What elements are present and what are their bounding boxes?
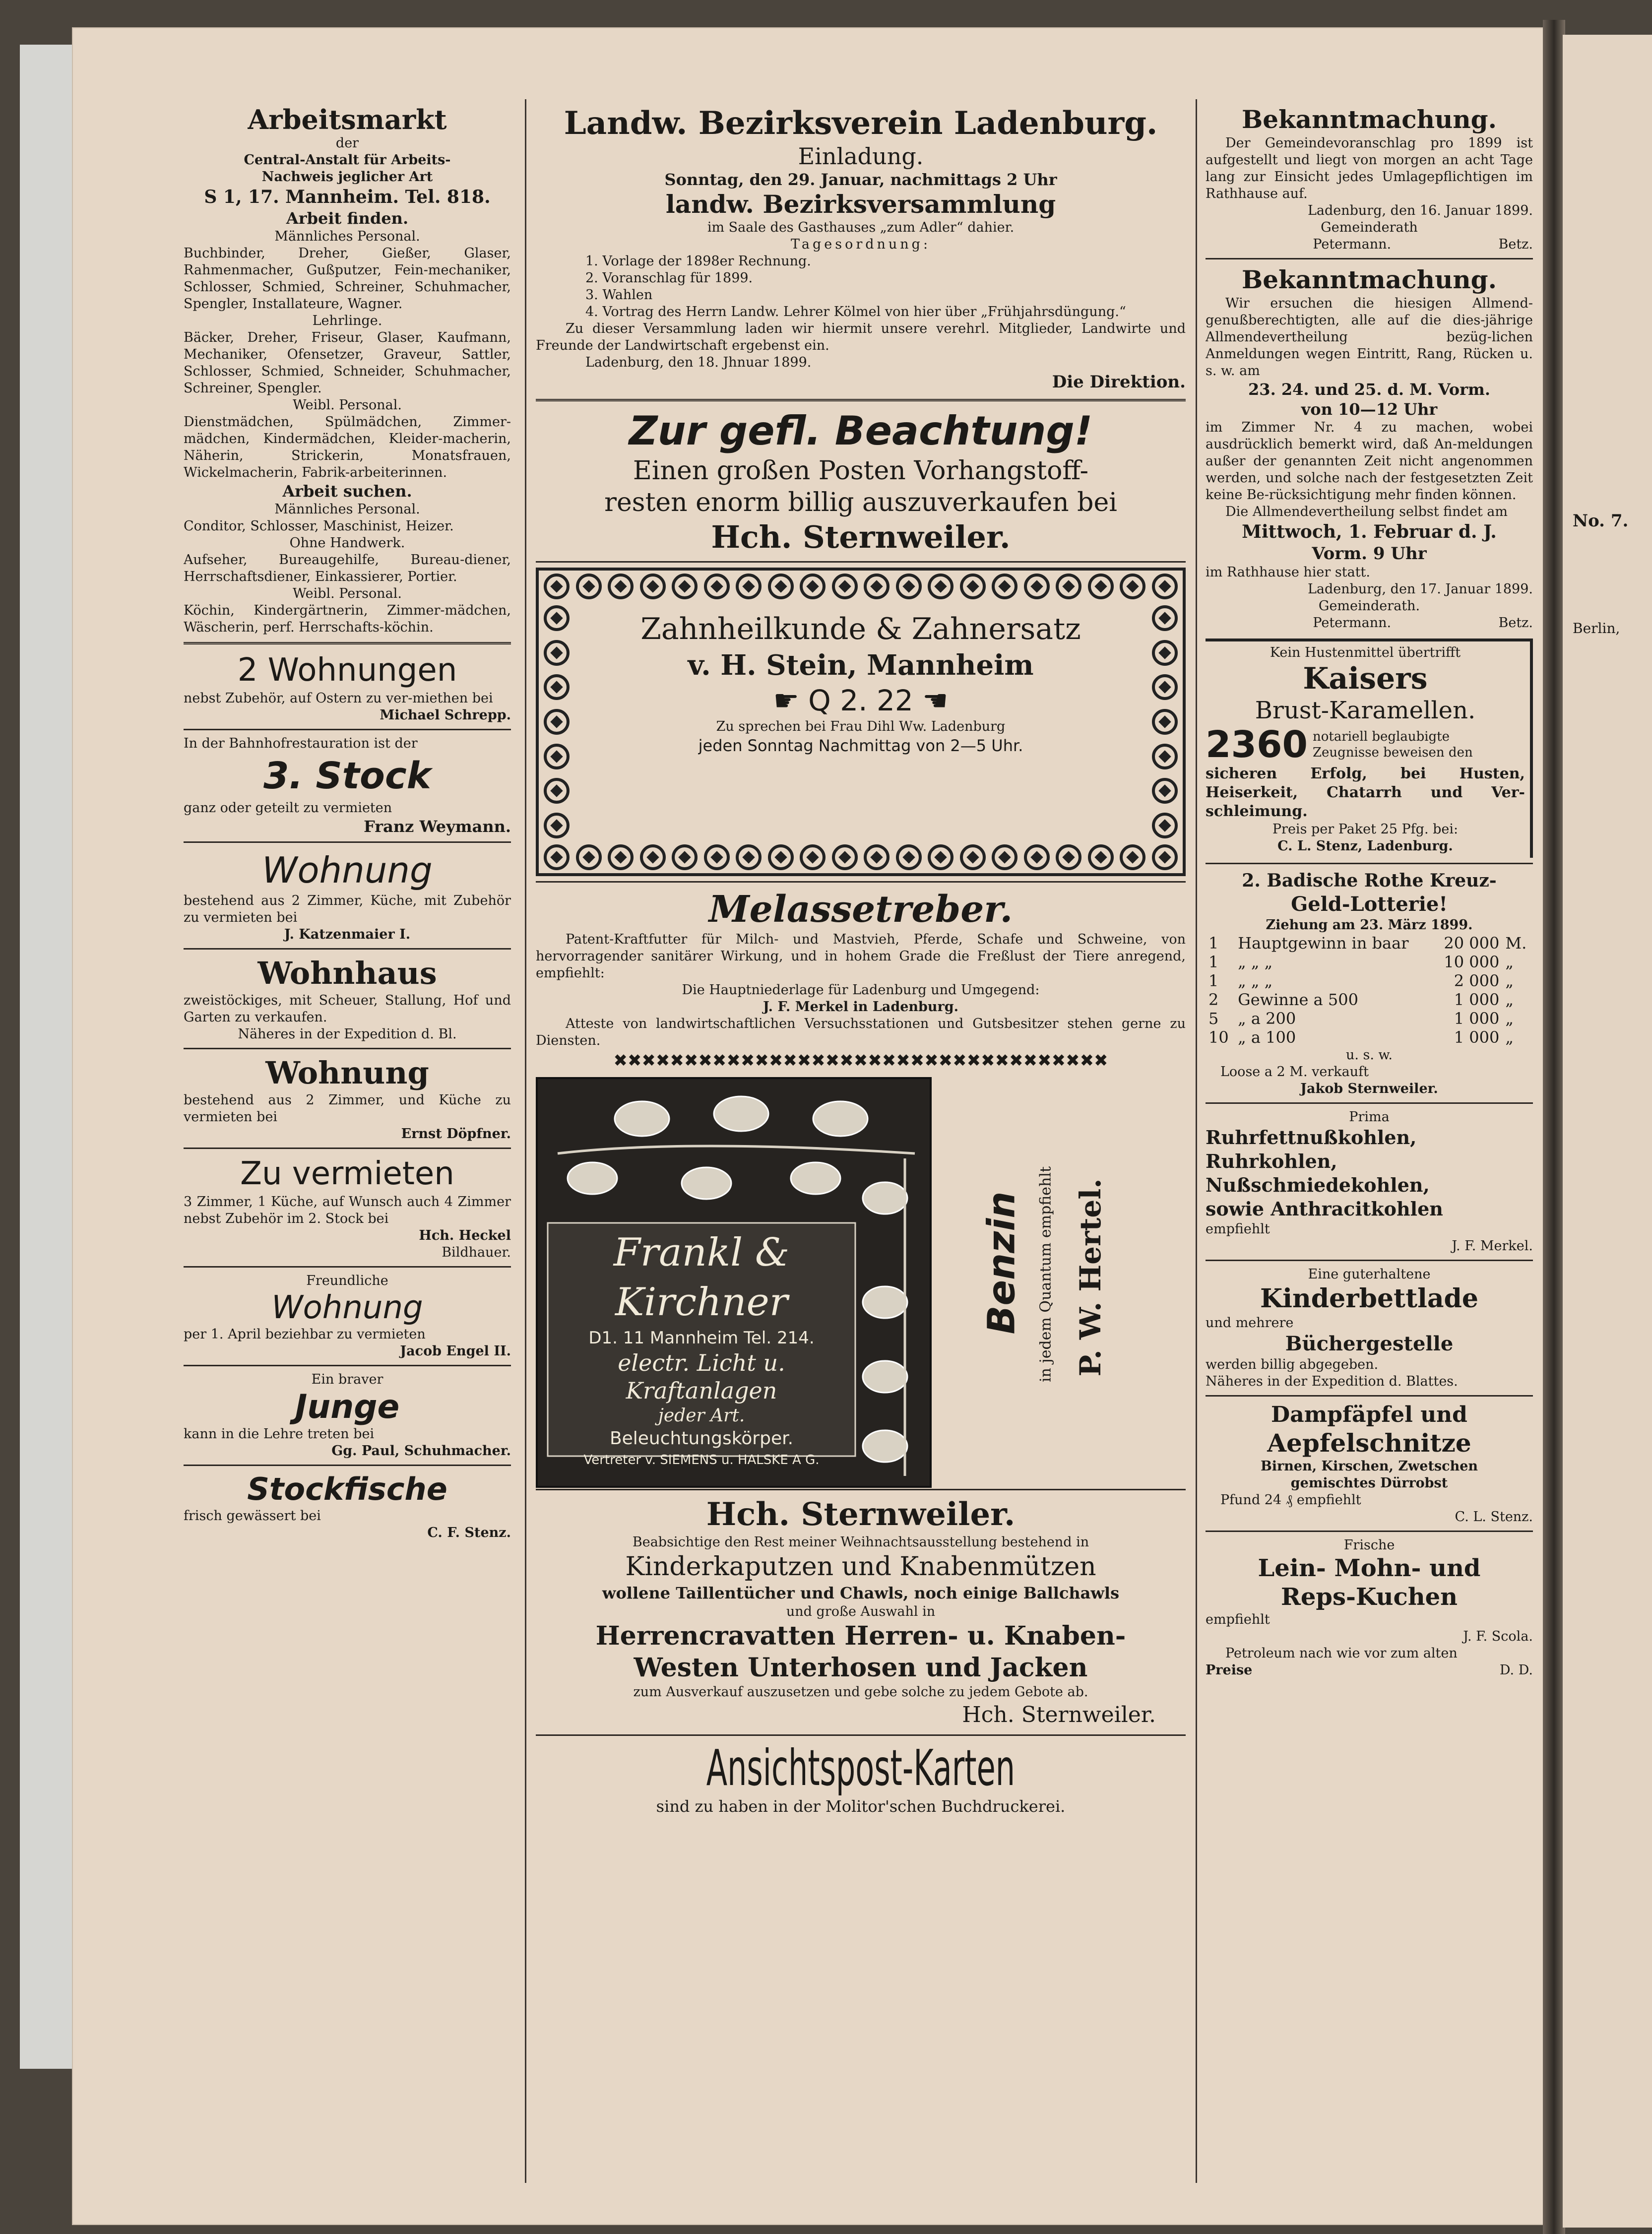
beachtung-text: Einen großen Posten Vorhangstoff- bbox=[633, 456, 1089, 486]
divider bbox=[1206, 863, 1533, 864]
lotterie-name: Jakob Sternweiler. bbox=[1300, 1081, 1438, 1096]
ornament-ring-icon bbox=[704, 844, 730, 870]
lotterie-label: „ a 100 bbox=[1238, 1028, 1296, 1047]
ad-title: Wohnhaus bbox=[257, 955, 437, 991]
bekanntmachung-text: im Zimmer Nr. 4 zu machen, wobei ausdrücklich bemerkt wird, daß An-meldungen außer der genannten Zeit nicht angenommen werden, und solche nach der festgesetzten Zeit keine Be-rücksichtigung mehr finden können. bbox=[1206, 420, 1533, 503]
lotterie-title: 2. Badische Rothe Kreuz- bbox=[1242, 870, 1497, 891]
einladung: Einladung. bbox=[798, 143, 924, 170]
lotterie-row bbox=[1206, 990, 1533, 1009]
benzin-title: Benzin bbox=[979, 1191, 1023, 1335]
frankl-text-line: electr. Licht u. Kraftanlagen bbox=[618, 1349, 785, 1404]
aepfel-text: gemischtes Dürrobst bbox=[1290, 1475, 1448, 1491]
divider bbox=[184, 642, 511, 644]
ornament-ring-icon bbox=[640, 574, 666, 599]
ornament-ring-icon bbox=[544, 813, 570, 838]
ornament-ring-icon bbox=[832, 844, 858, 870]
lotterie-unit: „ bbox=[1505, 1028, 1514, 1047]
ad-text: per 1. April beziehbar zu vermieten bbox=[184, 1327, 426, 1342]
lotterie-label: „ „ „ bbox=[1238, 953, 1273, 971]
agenda-item: 2. Voranschlag für 1899. bbox=[585, 270, 753, 286]
bekanntmachung-text: Die Allmendevertheilung selbst findet am bbox=[1225, 504, 1508, 519]
petroleum-text: Preise bbox=[1206, 1662, 1253, 1678]
kinder-text: werden billig abgegeben. bbox=[1206, 1357, 1379, 1372]
lein-text: Frische bbox=[1343, 1537, 1395, 1553]
kohlen-line: Ruhrkohlen, bbox=[1206, 1150, 1337, 1172]
lein-name: J. F. Scola. bbox=[1463, 1629, 1533, 1644]
kinder-title: Büchergestelle bbox=[1285, 1332, 1454, 1355]
zahn-address: Q 2. 22 bbox=[808, 684, 913, 717]
verein-text: Zu dieser Versammlung laden wir hiermit unsere verehrl. Mitglieder, Landwirte und Freunde der Landwirtschaft ergebenst ein. bbox=[536, 321, 1186, 353]
ornament-ring-icon bbox=[1024, 844, 1050, 870]
ad-title: Junge bbox=[295, 1388, 400, 1426]
lotterie-title: Geld-Lotterie! bbox=[1291, 893, 1448, 916]
sub-heading: Weibl. Personal. bbox=[293, 397, 402, 413]
column-right bbox=[1206, 104, 1533, 2188]
agenda-item: 3. Wahlen bbox=[585, 287, 653, 303]
divider bbox=[536, 1734, 1186, 1736]
ad-text: nebst Zubehör, auf Ostern zu ver-miethen bei bbox=[184, 691, 493, 706]
aepfel-name: C. L. Stenz. bbox=[1455, 1509, 1533, 1525]
kohlen-line: Ruhrfettnußkohlen, bbox=[1206, 1126, 1417, 1149]
ornament-row bbox=[539, 841, 1183, 873]
lein-title: Reps-Kuchen bbox=[1280, 1583, 1458, 1611]
sternweiler-sign: Hch. Sternweiler. bbox=[962, 1702, 1156, 1727]
kohlen-line: Nußschmiedekohlen, bbox=[1206, 1174, 1430, 1196]
job-list: Conditor, Schlosser, Maschinist, Heizer. bbox=[184, 518, 454, 534]
lotterie-text: u. s. w. bbox=[1345, 1047, 1393, 1063]
divider bbox=[1206, 1531, 1533, 1532]
ornament-ring-icon bbox=[800, 574, 826, 599]
ornament-ring-icon bbox=[1152, 640, 1178, 666]
lotterie-count: 1 bbox=[1208, 934, 1219, 953]
ornament-column bbox=[544, 605, 570, 838]
divider bbox=[184, 729, 511, 730]
frankl-benzin-row bbox=[536, 1077, 1186, 1484]
petroleum-text: Petroleum nach wie vor zum alten bbox=[1225, 1646, 1458, 1661]
arbeitsmarkt-title: Arbeitsmarkt bbox=[248, 104, 447, 135]
ad-name: J. Katzenmaier I. bbox=[284, 927, 411, 942]
divider bbox=[536, 881, 1186, 883]
next-page-snippet: Berlin, bbox=[1573, 620, 1620, 637]
ornament-ring-icon bbox=[1152, 605, 1178, 631]
job-list: Köchin, Kindergärtnerin, Zimmer-mädchen, Wäscherin, perf. Herrschafts-köchin. bbox=[184, 603, 511, 635]
divider bbox=[184, 841, 511, 843]
lotterie-count: 2 bbox=[1208, 990, 1219, 1009]
ad-title: Wohnung bbox=[271, 1289, 423, 1326]
arbeitsmarkt-ad bbox=[184, 104, 511, 245]
job-list: Bäcker, Dreher, Friseur, Glaser, Kaufmann, Mechaniker, Ofensetzer, Graveur, Sattler, Schlosser, Schmied, Schneider, Schuhmacher, Schreiner, Spengler. bbox=[184, 330, 511, 396]
ad-name: Hch. Heckel bbox=[419, 1228, 511, 1243]
lotterie-unit: „ bbox=[1505, 953, 1514, 971]
agenda-list bbox=[536, 253, 1186, 320]
ornament-ring-icon bbox=[544, 744, 570, 769]
lotterie-amount: 1 000 bbox=[1454, 990, 1500, 1009]
kaisers-title: Kaisers bbox=[1303, 661, 1428, 696]
sub-heading: Männliches Personal. bbox=[274, 229, 420, 244]
ornament-ring-icon bbox=[864, 574, 890, 599]
verein-date: Sonntag, den 29. Januar, nachmittags 2 Uhr bbox=[664, 170, 1057, 189]
arbeitsmarkt-sub: Central-Anstalt für Arbeits- bbox=[244, 152, 451, 168]
ornament-ring-icon bbox=[544, 574, 570, 599]
lotterie-amount: 2 000 bbox=[1454, 971, 1500, 990]
zahn-address-line bbox=[583, 683, 1138, 718]
ad-text: bestehend aus 2 Zimmer, Küche, mit Zubehör zu vermieten bei bbox=[184, 893, 511, 925]
signature: Betz. bbox=[1498, 615, 1533, 631]
ad-title: Stockfische bbox=[247, 1471, 447, 1507]
column-middle bbox=[536, 104, 1186, 2188]
ornament-ring-icon bbox=[960, 844, 986, 870]
lotterie-label: Gewinne a 500 bbox=[1238, 990, 1358, 1009]
book-gutter bbox=[1543, 20, 1565, 2234]
kohlen-line: sowie Anthracitkohlen bbox=[1206, 1198, 1443, 1220]
ad-title: Wohnung bbox=[262, 849, 433, 891]
ornament-ring-icon bbox=[1024, 574, 1050, 599]
kaisers-number-text bbox=[1313, 729, 1473, 761]
ad-text: Näheres in der Expedition d. Bl. bbox=[238, 1026, 457, 1042]
lotterie-count: 1 bbox=[1208, 971, 1219, 990]
lotterie-row bbox=[1206, 1028, 1533, 1047]
sternweiler-text: Herrencravatten Herren- u. Knaben- bbox=[595, 1621, 1126, 1651]
divider bbox=[184, 1465, 511, 1466]
hand-right-icon: ☛ bbox=[773, 684, 799, 717]
ornament-ring-icon bbox=[704, 574, 730, 599]
kaisers-text: sicheren Erfolg, bei Husten, Heiserkeit, Chatarrh und Ver-schleimung. bbox=[1206, 765, 1525, 820]
ornament-ring-icon bbox=[1152, 744, 1178, 769]
lotterie-row bbox=[1206, 934, 1533, 953]
ornament-ring-icon bbox=[896, 844, 922, 870]
signature: Betz. bbox=[1498, 237, 1533, 252]
sternweiler-title: Hch. Sternweiler. bbox=[706, 1496, 1016, 1533]
zahn-text: jeden Sonntag Nachmittag von 2—5 Uhr. bbox=[698, 736, 1023, 755]
kaisers-number: 2360 bbox=[1206, 723, 1308, 766]
bekanntmachung-text: Wir ersuchen die hiesigen Allmend-genußberechtigten, alle auf die dies-jährige Allmendevertheilung bezüg-lichen Anmeldungen wegen Eintritt, Rang, Rücken u. s. w. am bbox=[1206, 296, 1533, 379]
arbeitsmarkt-sub: Nachweis jeglicher Art bbox=[261, 169, 433, 185]
ad-text: Bildhauer. bbox=[442, 1245, 511, 1260]
ornament-ring-icon bbox=[992, 574, 1017, 599]
frankl-title: Frankl & Kirchner bbox=[613, 1230, 790, 1325]
job-list: Buchbinder, Dreher, Gießer, Glaser, Rahmenmacher, Gußputzer, Fein-mechaniker, Schlosser, Schmied, Schreiner, Schuhmacher, Spengler, Installateure, Wagner. bbox=[184, 246, 511, 312]
bekanntmachung-title: Bekanntmachung. bbox=[1241, 265, 1497, 294]
bekanntmachung-text: im Rathhause hier statt. bbox=[1206, 565, 1370, 580]
lotterie-unit: „ bbox=[1505, 971, 1514, 990]
ad-text: zweistöckiges, mit Scheuer, Stallung, Hof und Garten zu verkaufen. bbox=[184, 993, 511, 1025]
bekanntmachung-text: Der Gemeindevoranschlag pro 1899 ist aufgestellt und liegt von morgen an acht Tage lang zur Einsicht jedes Umlagepflichtigen im Rathhause auf. bbox=[1206, 135, 1533, 201]
section-heading: Arbeit suchen. bbox=[282, 482, 412, 501]
kaisers-subtitle: Brust-Karamellen. bbox=[1255, 697, 1476, 724]
verein-date-line: Ladenburg, den 18. Jhnuar 1899. bbox=[585, 355, 812, 370]
petroleum-sign: D. D. bbox=[1499, 1662, 1533, 1678]
ornament-ring-icon bbox=[992, 844, 1017, 870]
agenda-item: 4. Vortrag des Herrn Landw. Lehrer Kölmel von hier über „Frühjahrsdüngung.“ bbox=[585, 304, 1126, 319]
column-rule-1 bbox=[525, 99, 526, 2183]
lotterie-count: 1 bbox=[1208, 953, 1219, 971]
ornament-ring-icon bbox=[928, 574, 953, 599]
bekanntmachung-text: 23. 24. und 25. d. M. Vorm. bbox=[1248, 380, 1490, 399]
arbeitsmarkt-address: S 1, 17. Mannheim. Tel. 818. bbox=[204, 187, 491, 207]
ornament-ring-icon bbox=[544, 640, 570, 666]
benzin-name: P. W. Hertel. bbox=[1074, 1178, 1107, 1377]
signature-row bbox=[1206, 236, 1533, 253]
lotterie-date: Ziehung am 23. März 1899. bbox=[1266, 917, 1473, 933]
sternweiler-text: Kinderkaputzen und Knabenmützen bbox=[625, 1552, 1096, 1582]
ornament-ring-icon bbox=[1056, 574, 1081, 599]
ornament-row bbox=[539, 571, 1183, 602]
melasse-name: J. F. Merkel in Ladenburg. bbox=[762, 999, 959, 1015]
verein-title: Landw. Bezirksverein Ladenburg. bbox=[564, 105, 1158, 142]
signature: Petermann. bbox=[1313, 615, 1392, 631]
ornament-ring-icon bbox=[832, 574, 858, 599]
sternweiler-text: zum Ausverkauf auszusetzen und gebe solche zu jedem Gebote ab. bbox=[633, 1684, 1088, 1700]
ornament-ring-icon bbox=[608, 574, 634, 599]
bekanntmachung-date: Ladenburg, den 16. Januar 1899. bbox=[1307, 203, 1533, 218]
ad-text: In der Bahnhofrestauration ist der bbox=[184, 736, 418, 751]
sub-heading: Weibl. Personal. bbox=[293, 586, 402, 601]
lotterie-amount: 1 000 bbox=[1454, 1009, 1500, 1028]
kinder-title: Kinderbettlade bbox=[1260, 1283, 1478, 1314]
ad-title: 2 Wohnungen bbox=[237, 652, 457, 689]
ornament-ring-icon bbox=[960, 574, 986, 599]
ornament-ring-icon bbox=[1056, 844, 1081, 870]
bekanntmachung-text: Gemeinderath bbox=[1321, 220, 1418, 235]
signature-row bbox=[1206, 615, 1533, 632]
ornament-ring-icon bbox=[608, 844, 634, 870]
lein-text: empfiehlt bbox=[1206, 1612, 1270, 1627]
ornament-ring-icon bbox=[544, 844, 570, 870]
lotterie-label: „ a 200 bbox=[1238, 1009, 1296, 1028]
aepfel-text: Birnen, Kirschen, Zwetschen bbox=[1260, 1459, 1478, 1474]
divider bbox=[1206, 1102, 1533, 1104]
bekanntmachung-title: Bekanntmachung. bbox=[1241, 105, 1497, 134]
frankl-text bbox=[553, 1228, 850, 1470]
beachtung-title: Zur gefl. Beachtung! bbox=[629, 408, 1093, 454]
melasse-text: Patent-Kraftfutter für Milch- und Mastvieh, Pferde, Schafe und Schweine, von hervorragender sanitärer Wirkung, und in hohem Grade die Freßlust der Tiere anregend, empfiehlt: bbox=[536, 932, 1186, 981]
beachtung-text: resten enorm billig auszuverkaufen bei bbox=[604, 488, 1117, 517]
kaisers-number-row bbox=[1206, 725, 1525, 765]
lotterie-count: 5 bbox=[1208, 1009, 1219, 1028]
sternweiler-text: wollene Taillentücher und Chawls, noch einige Ballchawls bbox=[602, 1584, 1120, 1602]
lotterie-unit: „ bbox=[1505, 1009, 1514, 1028]
divider bbox=[1206, 1260, 1533, 1261]
divider bbox=[536, 399, 1186, 401]
aepfel-price: Pfund 24 ₰ empfiehlt bbox=[1220, 1492, 1361, 1508]
ornament-column bbox=[1152, 605, 1178, 838]
ansicht-text: sind zu haben in der Molitor'schen Buchdruckerei. bbox=[656, 1797, 1066, 1816]
divider bbox=[184, 1266, 511, 1268]
aepfel-title: Aepfelschnitze bbox=[1267, 1428, 1471, 1458]
ad-text: Ein braver bbox=[311, 1372, 383, 1387]
job-list: Aufseher, Bureaugehilfe, Bureau-diener, Herrschaftsdiener, Einkassierer, Portier. bbox=[184, 552, 511, 584]
bekanntmachung-text: Gemeinderath. bbox=[1318, 598, 1420, 614]
ansicht-title-wrap bbox=[536, 1741, 1186, 1795]
column-rule-2 bbox=[1196, 99, 1197, 2183]
ansicht-title: Ansichtspost-Karten bbox=[706, 1741, 1016, 1795]
bekanntmachung-date: Ladenburg, den 17. Januar 1899. bbox=[1307, 581, 1533, 597]
zahn-content bbox=[583, 610, 1138, 756]
verein-event: landw. Bezirksversammlung bbox=[665, 190, 1056, 219]
bekanntmachung-text: Mittwoch, 1. Februar d. J. bbox=[1242, 521, 1497, 542]
ornament-ring-icon bbox=[736, 574, 762, 599]
ornament-ring-icon bbox=[640, 844, 666, 870]
kaisers-price: Preis per Paket 25 Pfg. bei: bbox=[1272, 822, 1459, 837]
kinder-text: Eine guterhaltene bbox=[1308, 1267, 1431, 1282]
lotterie-unit: „ bbox=[1505, 990, 1514, 1009]
frankl-text-line: Vertreter v. SIEMENS u. HALSKE A G. bbox=[583, 1453, 820, 1468]
ornament-ring-icon bbox=[544, 674, 570, 700]
lotterie-row bbox=[1206, 953, 1533, 971]
frankl-text-line: Beleuchtungskörper. bbox=[609, 1428, 794, 1449]
ad-text: kann in die Lehre treten bei bbox=[184, 1426, 375, 1442]
arbeitsmarkt-sub: der bbox=[335, 135, 359, 151]
melasse-title: Melassetreber. bbox=[708, 888, 1013, 931]
ad-name: Michael Schrepp. bbox=[380, 707, 511, 723]
frankl-text-line: jeder Art. bbox=[658, 1405, 745, 1426]
sternweiler-text: Beabsichtige den Rest meiner Weihnachtsausstellung bestehend in bbox=[632, 1534, 1089, 1550]
lein-title: Lein- Mohn- und bbox=[1258, 1554, 1481, 1582]
lotterie-table bbox=[1206, 934, 1533, 1047]
ornament-ring-icon bbox=[1120, 574, 1145, 599]
ornament-ring-icon bbox=[800, 844, 826, 870]
ornament-ring-icon bbox=[928, 844, 953, 870]
divider bbox=[536, 1489, 1186, 1490]
ad-text: Freundliche bbox=[306, 1273, 388, 1288]
verein-place: im Saale des Gasthauses „zum Adler“ dahier. bbox=[707, 220, 1015, 235]
kohlen-text: empfiehlt bbox=[1206, 1221, 1270, 1237]
zahn-text: Zu sprechen bei Frau Dihl Ww. Ladenburg bbox=[716, 719, 1006, 734]
ornament-ring-icon bbox=[768, 844, 794, 870]
kaisers-ad bbox=[1206, 638, 1533, 858]
ad-name: C. F. Stenz. bbox=[427, 1525, 511, 1540]
frankl-address: D1. 11 Mannheim Tel. 214. bbox=[588, 1328, 815, 1348]
lotterie-label: Hauptgewinn in baar bbox=[1238, 934, 1409, 953]
lotterie-amount: 20 000 bbox=[1444, 934, 1500, 953]
lotterie-count: 10 bbox=[1208, 1028, 1229, 1047]
lotterie-label: „ „ „ bbox=[1238, 971, 1273, 990]
job-list: Dienstmädchen, Spülmädchen, Zimmer-mädchen, Kindermädchen, Kleider-macherin, Näherin, Strickerin, Monatsfrauen, Wickelmacherin, Fabrik-arbeiterinnen. bbox=[184, 414, 511, 480]
frankl-kirchner-ad bbox=[536, 1077, 932, 1488]
benzin-ad bbox=[932, 1077, 1185, 1484]
divider bbox=[536, 561, 1186, 563]
kaisers-text: Zeugnisse beweisen den bbox=[1312, 745, 1473, 760]
ad-title: Zu vermieten bbox=[240, 1155, 454, 1192]
hand-left-icon: ☚ bbox=[922, 684, 949, 717]
sub-heading: Lehrlinge. bbox=[312, 313, 382, 328]
aepfel-title: Dampfäpfel und bbox=[1271, 1402, 1467, 1427]
ad-text: frisch gewässert bei bbox=[184, 1508, 321, 1524]
ornament-ring-icon bbox=[544, 709, 570, 735]
ornament-x-line: ✖✖✖✖✖✖✖✖✖✖✖✖✖✖✖✖✖✖✖✖✖✖✖✖✖✖✖✖✖✖✖✖✖✖✖ bbox=[613, 1051, 1108, 1071]
ad-title: Wohnung bbox=[265, 1055, 429, 1091]
petroleum-row bbox=[1206, 1662, 1533, 1679]
ad-text: bestehend aus 2 Zimmer, und Küche zu vermieten bei bbox=[184, 1092, 511, 1125]
agenda-heading: Tagesordnung: bbox=[790, 237, 931, 252]
sternweiler-text: und große Auswahl in bbox=[786, 1604, 936, 1619]
ornament-ring-icon bbox=[1152, 709, 1178, 735]
ornament-ring-icon bbox=[1088, 844, 1114, 870]
verein-sign: Die Direktion. bbox=[1052, 372, 1186, 392]
divider bbox=[1206, 258, 1533, 259]
sub-heading: Ohne Handwerk. bbox=[289, 535, 405, 551]
bekanntmachung-text: Vorm. 9 Uhr bbox=[1312, 544, 1427, 564]
melasse-text: Die Hauptniederlage für Ladenburg und Umgegend: bbox=[682, 982, 1040, 998]
benzin-text: in jedem Quantum empfiehlt bbox=[1037, 1166, 1055, 1383]
kinder-text: und mehrere bbox=[1206, 1315, 1294, 1331]
kohlen-text: Prima bbox=[1349, 1109, 1390, 1125]
kaisers-name: C. L. Stenz, Ladenburg. bbox=[1277, 838, 1453, 854]
ornament-ring-icon bbox=[864, 844, 890, 870]
ad-name: Ernst Döpfner. bbox=[401, 1126, 511, 1142]
ornament-ring-icon bbox=[1152, 574, 1178, 599]
ornament-ring-icon bbox=[576, 574, 602, 599]
ad-text: 3 Zimmer, 1 Küche, auf Wunsch auch 4 Zimmer nebst Zubehör im 2. Stock bei bbox=[184, 1194, 511, 1226]
zahn-title: Zahnheilkunde & Zahnersatz bbox=[640, 612, 1081, 646]
next-page-edge bbox=[1563, 35, 1652, 2228]
bekanntmachung-text: von 10—12 Uhr bbox=[1301, 400, 1438, 419]
zahnheilkunde-ad bbox=[536, 568, 1186, 876]
lotterie-row bbox=[1206, 1009, 1533, 1028]
divider bbox=[184, 1365, 511, 1366]
ornament-ring-icon bbox=[672, 574, 698, 599]
lotterie-row bbox=[1206, 971, 1533, 990]
ad-name: Gg. Paul, Schuhmacher. bbox=[331, 1443, 511, 1459]
ornament-ring-icon bbox=[736, 844, 762, 870]
kohlen-name: J. F. Merkel. bbox=[1452, 1238, 1533, 1254]
kaisers-text: Kein Hustenmittel übertrifft bbox=[1270, 645, 1461, 660]
column-left bbox=[184, 104, 511, 2188]
ornament-ring-icon bbox=[1152, 674, 1178, 700]
lotterie-text: Loose a 2 M. verkauft bbox=[1220, 1064, 1369, 1080]
sub-heading: Männliches Personal. bbox=[274, 502, 420, 517]
ornament-ring-icon bbox=[672, 844, 698, 870]
ornament-ring-icon bbox=[1152, 778, 1178, 804]
lotterie-amount: 1 000 bbox=[1454, 1028, 1500, 1047]
ad-name: Jacob Engel II. bbox=[400, 1343, 511, 1359]
ornament-ring-icon bbox=[544, 605, 570, 631]
sternweiler-text: Westen Unterhosen und Jacken bbox=[634, 1653, 1088, 1683]
divider bbox=[184, 1148, 511, 1149]
ornament-ring-icon bbox=[896, 574, 922, 599]
ornament-ring-icon bbox=[576, 844, 602, 870]
ornament-ring-icon bbox=[768, 574, 794, 599]
ad-title: 3. Stock bbox=[263, 755, 431, 797]
ornament-ring-icon bbox=[1152, 813, 1178, 838]
ad-name: Franz Weymann. bbox=[364, 817, 511, 836]
next-page-number: No. 7. bbox=[1573, 511, 1629, 531]
kaisers-text: notariell beglaubigte bbox=[1312, 729, 1450, 744]
benzin-rotated bbox=[979, 1060, 1023, 1467]
divider bbox=[184, 948, 511, 950]
zahn-name: v. H. Stein, Mannheim bbox=[688, 649, 1034, 682]
signature: Petermann. bbox=[1313, 237, 1392, 252]
beachtung-name: Hch. Sternweiler. bbox=[711, 519, 1011, 555]
lotterie-unit: M. bbox=[1505, 934, 1527, 953]
section-heading: Arbeit finden. bbox=[286, 209, 409, 228]
ornament-ring-icon bbox=[1088, 574, 1114, 599]
ornament-ring-icon bbox=[544, 778, 570, 804]
lotterie-amount: 10 000 bbox=[1444, 953, 1500, 971]
divider bbox=[184, 1048, 511, 1049]
melasse-text: Atteste von landwirtschaftlichen Versuchsstationen und Gutsbesitzer stehen gerne zu Diensten. bbox=[536, 1016, 1186, 1048]
kinder-text: Näheres in der Expedition d. Blattes. bbox=[1206, 1374, 1458, 1389]
ornament-ring-icon bbox=[1152, 844, 1178, 870]
divider bbox=[1206, 1395, 1533, 1397]
ad-text: ganz oder geteilt zu vermieten bbox=[184, 800, 392, 816]
agenda-item: 1. Vorlage der 1898er Rechnung. bbox=[585, 254, 811, 269]
ornament-ring-icon bbox=[1120, 844, 1145, 870]
